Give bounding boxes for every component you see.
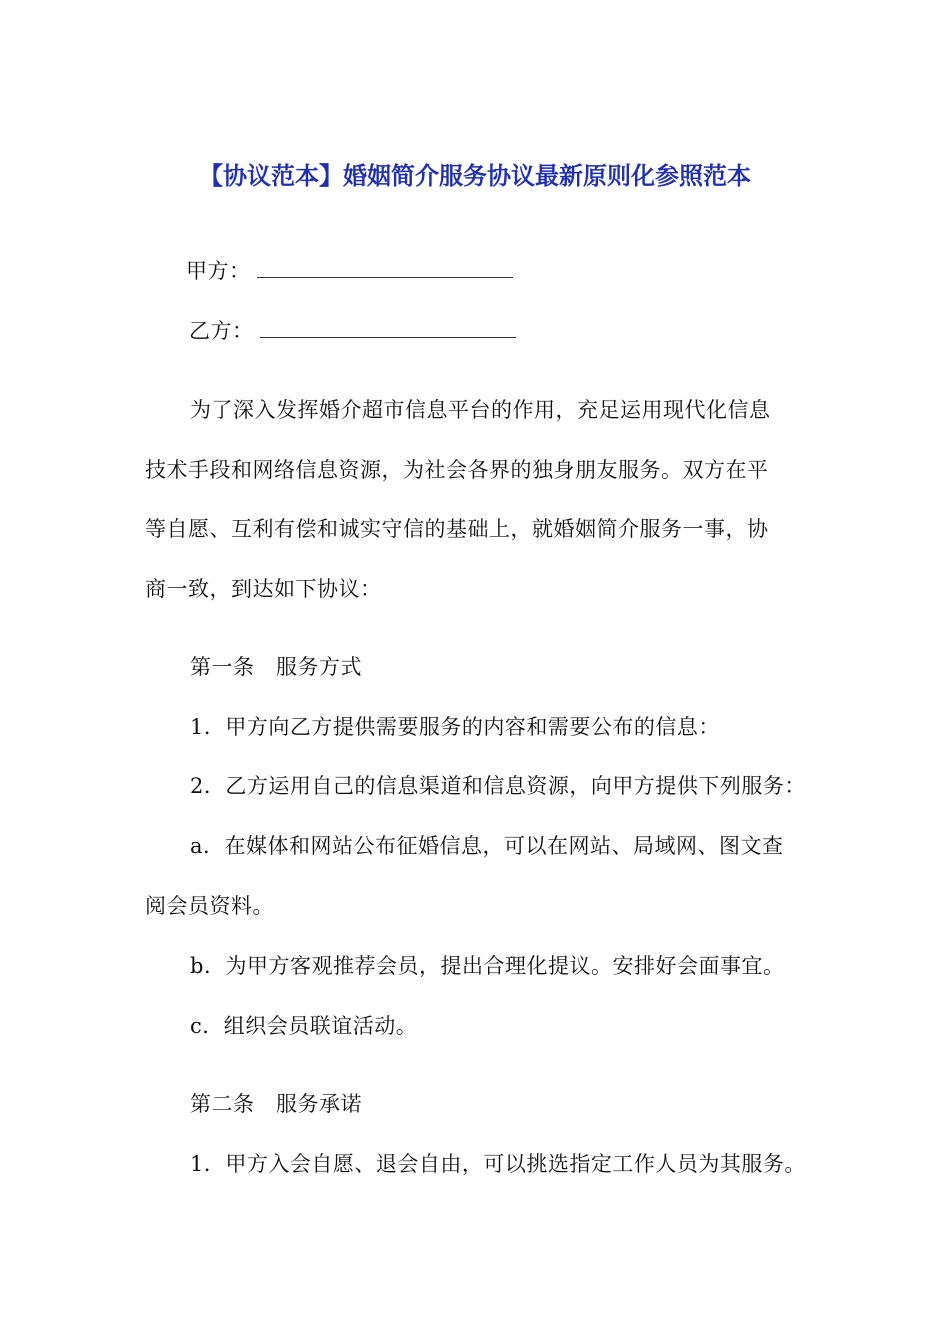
article1-item2: 2．乙方运用自己的信息渠道和信息资源，向甲方提供下列服务： xyxy=(190,774,806,798)
party-a-row xyxy=(186,256,513,286)
article2-heading: 第二条 服务承诺 xyxy=(190,1092,362,1116)
party-b-blank xyxy=(260,317,516,338)
article1-item1: 1．甲方向乙方提供需要服务的内容和需要公布的信息： xyxy=(190,715,720,739)
intro-line-4: 商一致，到达如下协议： xyxy=(145,577,382,601)
intro-line-3: 等自愿、互利有偿和诚实守信的基础上，就婚姻简介服务一事，协 xyxy=(145,517,769,541)
document-title: 【协议范本】婚姻简介服务协议最新原则化参照范本 xyxy=(199,162,751,190)
party-a-blank xyxy=(257,257,513,278)
article1-item-a-line2: 阅会员资料。 xyxy=(145,894,274,918)
article1-item-b: b．为甲方客观推荐会员，提出合理化提议。安排好会面事宜。 xyxy=(190,954,785,978)
article1-item-a-line1: a．在媒体和网站公布征婚信息，可以在网站、局域网、图文查 xyxy=(190,834,784,858)
article2-item1: 1．甲方入会自愿、退会自由，可以挑选指定工作人员为其服务。 xyxy=(190,1152,806,1176)
party-a-label: 甲方： xyxy=(186,259,251,283)
party-b-label: 乙方： xyxy=(189,319,254,343)
intro-line-2: 技术手段和网络信息资源，为社会各界的独身朋友服务。双方在平 xyxy=(145,458,769,482)
intro-line-1: 为了深入发挥婚介超市信息平台的作用，充足运用现代化信息 xyxy=(190,398,771,422)
party-b-row xyxy=(189,316,516,346)
article1-heading: 第一条 服务方式 xyxy=(190,655,362,679)
article1-item-c: c．组织会员联谊活动。 xyxy=(190,1014,418,1038)
